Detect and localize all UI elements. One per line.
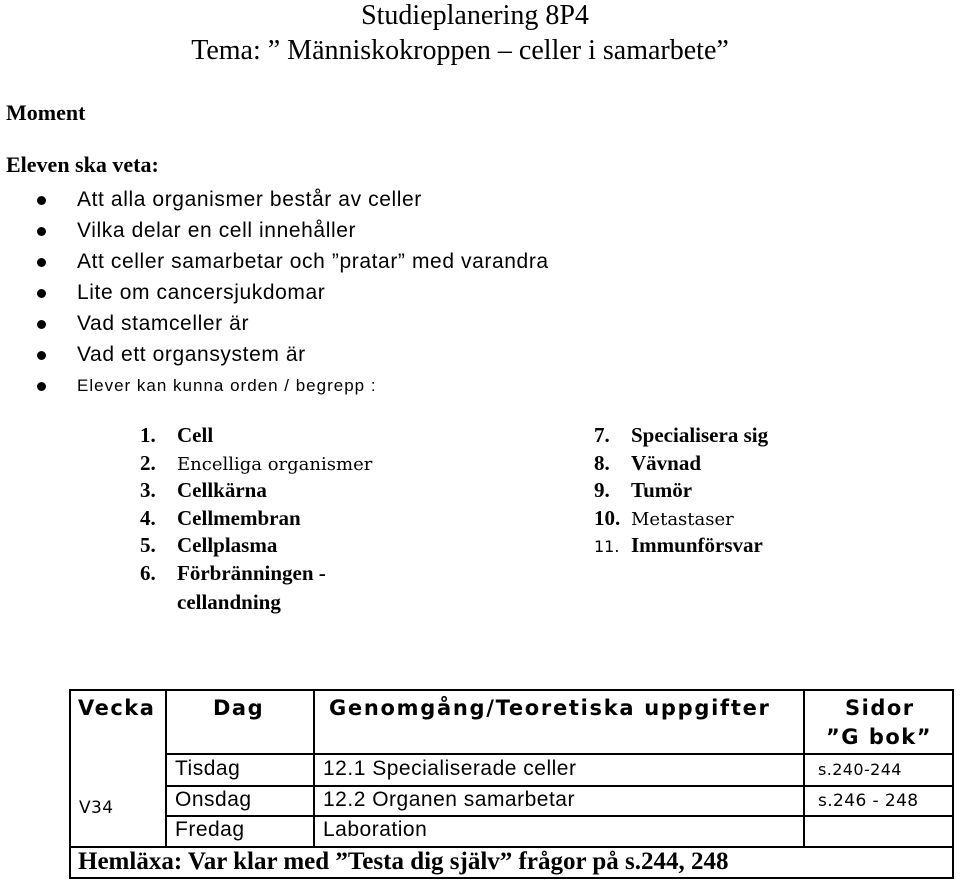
table-cell-pages: s.246 - 248 <box>818 791 919 811</box>
concept-number: 9. <box>594 478 610 502</box>
concept-text: Immunförsvar <box>631 533 763 557</box>
concept-text: Cell <box>177 423 214 447</box>
column-header-pages-sub: ”G bok” <box>826 725 933 749</box>
concept-number: 8. <box>594 450 610 475</box>
concept-item <box>594 450 768 478</box>
concept-item <box>594 477 768 505</box>
homework-note: Hemläxa: Var klar med ”Testa dig själv” frågor på s.244, 248 <box>78 848 729 875</box>
concept-item <box>140 477 372 505</box>
table-cell-topic: 12.2 Organen samarbetar <box>323 788 575 811</box>
page-title-text: Studieplanering 8P4 <box>361 0 589 31</box>
concept-text: cellandning <box>177 590 281 614</box>
table-cell-topic: 12.1 Specialiserade celler <box>323 757 577 780</box>
list-item <box>0 339 549 370</box>
concept-text: Vävnad <box>631 450 702 475</box>
concept-number: 3. <box>140 478 156 502</box>
concept-text: Cellkärna <box>177 478 267 502</box>
list-item <box>0 184 549 215</box>
concept-item <box>140 450 372 478</box>
bullet-icon <box>37 320 46 329</box>
table-cell-pages: s.240-244 <box>818 760 902 779</box>
table-cell-topic: Laboration <box>323 818 428 841</box>
page-subtitle: Tema: ” Människokroppen – celler i samarbete” <box>191 35 729 66</box>
concept-text: Förbränningen - <box>177 560 326 585</box>
column-header-week: Vecka <box>78 696 156 720</box>
concept-text: Encelliga organismer <box>177 453 373 475</box>
concept-text: Specialisera sig <box>631 423 769 447</box>
column-header-pages: Sidor <box>845 696 915 720</box>
concept-text: Metastaser <box>631 508 734 530</box>
list-item-text: Att celler samarbetar och ”pratar” med varandra <box>77 250 549 273</box>
concept-list-left <box>140 422 372 617</box>
table-divider <box>165 815 954 817</box>
list-item <box>0 370 549 401</box>
bullet-icon <box>37 382 46 391</box>
table-cell-day: Fredag <box>175 818 245 841</box>
concept-text: Cellplasma <box>177 533 278 557</box>
list-item-text: Vad ett organsystem är <box>77 343 306 366</box>
concept-number: 11. <box>594 537 620 556</box>
concept-item <box>140 532 372 560</box>
list-item-text: Vad stamceller är <box>77 312 250 335</box>
table-divider <box>165 689 167 848</box>
column-header-day: Dag <box>213 696 265 720</box>
concept-item <box>140 422 372 450</box>
list-item-text: Elever kan kunna orden / begrepp : <box>77 376 377 395</box>
page-title <box>0 0 960 32</box>
concept-item <box>140 505 372 533</box>
list-item <box>0 246 549 277</box>
bullet-icon <box>37 258 46 267</box>
week-cell: V34 <box>79 798 114 818</box>
concept-number: 5. <box>140 533 156 557</box>
bullet-icon <box>37 196 46 205</box>
list-item-text: Att alla organismer består av celler <box>77 188 422 211</box>
moment-label: Moment <box>6 100 86 125</box>
concept-list-right <box>594 422 768 560</box>
list-item <box>0 215 549 246</box>
concept-text: Cellmembran <box>177 505 301 530</box>
bullet-icon <box>37 351 46 360</box>
bullet-icon <box>37 289 46 298</box>
table-divider <box>165 785 954 787</box>
bullet-icon <box>37 227 46 236</box>
concept-number: 1. <box>140 423 156 447</box>
list-item-text: Vilka delar en cell innehåller <box>77 219 357 242</box>
table-divider <box>165 753 954 755</box>
list-item <box>0 308 549 339</box>
table-cell-day: Onsdag <box>175 788 252 811</box>
list-item-text: Lite om cancersjukdomar <box>77 281 326 304</box>
concept-item <box>594 532 768 560</box>
list-item <box>0 277 549 308</box>
knowledge-list <box>0 184 549 401</box>
concept-number: 4. <box>140 505 156 530</box>
concept-number: 2. <box>140 450 156 475</box>
concept-number: 6. <box>140 560 156 585</box>
table-divider <box>803 689 805 848</box>
concept-number: 7. <box>594 423 610 447</box>
concept-item <box>140 560 372 588</box>
table-cell-day: Tisdag <box>175 757 241 780</box>
concept-item <box>594 422 768 450</box>
concept-item <box>594 505 768 533</box>
column-header-topic: Genomgång/Teoretiska uppgifter <box>329 696 771 720</box>
knowledge-heading: Eleven ska veta: <box>6 152 159 177</box>
concept-item <box>140 589 372 617</box>
table-divider <box>313 689 315 848</box>
concept-number: 10. <box>594 505 621 530</box>
concept-text: Tumör <box>631 478 693 502</box>
